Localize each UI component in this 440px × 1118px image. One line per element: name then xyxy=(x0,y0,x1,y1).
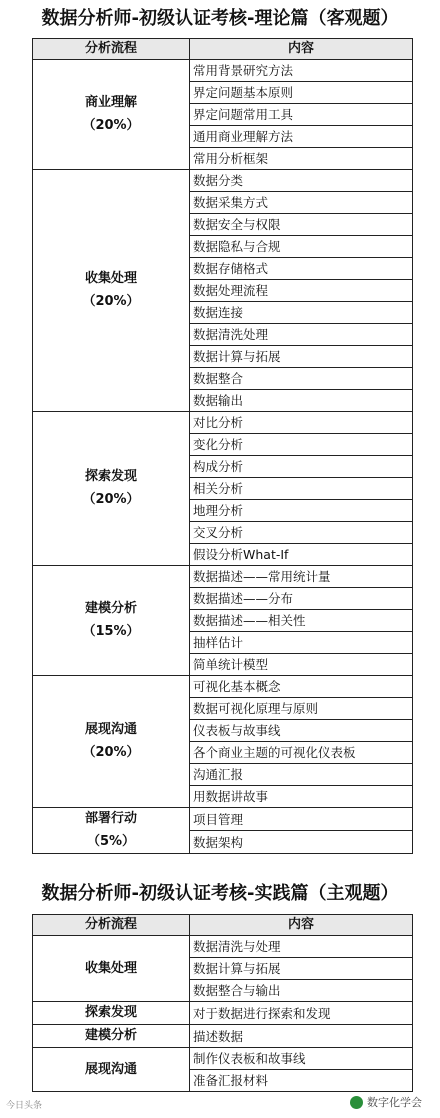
watermark-right-text: 数字化学会 xyxy=(367,1096,422,1109)
table-row xyxy=(33,1002,413,1025)
table-row xyxy=(33,808,413,831)
content-item: 仪表板与故事线 xyxy=(190,720,413,742)
stage-name: 建模分析 xyxy=(84,601,137,616)
content-item: 数据架构 xyxy=(190,831,413,854)
header-content: 内容 xyxy=(190,39,413,60)
content-item: 数据可视化原理与原则 xyxy=(190,698,413,720)
content-item: 项目管理 xyxy=(190,808,413,831)
content-item: 数据隐私与合规 xyxy=(190,236,413,258)
stage-cell xyxy=(33,170,190,412)
content-item: 简单统计模型 xyxy=(190,654,413,676)
stage-cell xyxy=(33,1025,190,1048)
content-item: 可视化基本概念 xyxy=(190,676,413,698)
stage-name: 收集处理 xyxy=(84,960,137,976)
stage-name: 商业理解 xyxy=(84,95,137,110)
stage-cell xyxy=(33,1048,190,1092)
content-item: 数据存储格式 xyxy=(190,258,413,280)
table-row xyxy=(33,936,413,958)
stage-cell xyxy=(33,566,190,676)
content-item: 数据描述——相关性 xyxy=(190,610,413,632)
content-item: 交叉分析 xyxy=(190,522,413,544)
stage-cell xyxy=(33,808,190,854)
content-item: 对于数据进行探索和发现 xyxy=(190,1002,413,1025)
content-item: 各个商业主题的可视化仪表板 xyxy=(190,742,413,764)
table-row xyxy=(33,60,413,82)
stage-name: 展现沟通 xyxy=(84,722,137,737)
content-item: 数据清洗处理 xyxy=(190,324,413,346)
theory-title: 数据分析师-初级认证考核-理论篇（客观题） xyxy=(41,8,399,29)
content-item: 沟通汇报 xyxy=(190,764,413,786)
content-item: 数据描述——分布 xyxy=(190,588,413,610)
watermark-right xyxy=(350,1094,422,1110)
content-item: 相关分析 xyxy=(190,478,413,500)
content-item: 界定问题常用工具 xyxy=(190,104,413,126)
content-item: 数据连接 xyxy=(190,302,413,324)
stage-cell xyxy=(33,676,190,808)
stage-percentage: （20%） xyxy=(82,294,140,309)
header-stage: 分析流程 xyxy=(33,915,190,936)
stage-cell xyxy=(33,1002,190,1025)
practice-title: 数据分析师-初级认证考核-实践篇（主观题） xyxy=(41,883,399,904)
stage-cell xyxy=(33,60,190,170)
stage-name: 部署行动 xyxy=(84,811,137,826)
practice-header-row xyxy=(33,915,413,936)
header-content: 内容 xyxy=(190,915,413,936)
content-item: 用数据讲故事 xyxy=(190,786,413,808)
stage-percentage: （15%） xyxy=(82,624,140,639)
content-item: 数据输出 xyxy=(190,390,413,412)
content-item: 抽样估计 xyxy=(190,632,413,654)
stage-name: 探索发现 xyxy=(84,1005,137,1020)
stage-name: 展现沟通 xyxy=(84,1061,137,1077)
stage-cell xyxy=(33,412,190,566)
table-row xyxy=(33,1025,413,1048)
content-item: 常用背景研究方法 xyxy=(190,60,413,82)
theory-header-row xyxy=(33,39,413,60)
stage-cell xyxy=(33,936,190,1002)
content-item: 变化分析 xyxy=(190,434,413,456)
content-item: 构成分析 xyxy=(190,456,413,478)
content-item: 数据采集方式 xyxy=(190,192,413,214)
stage-percentage: （20%） xyxy=(82,118,140,133)
stage-name: 建模分析 xyxy=(84,1028,137,1043)
content-item: 数据安全与权限 xyxy=(190,214,413,236)
table-row xyxy=(33,170,413,192)
content-item: 描述数据 xyxy=(190,1025,413,1048)
content-item: 数据整合与输出 xyxy=(190,980,413,1002)
stage-percentage: （20%） xyxy=(82,492,140,507)
content-item: 数据计算与拓展 xyxy=(190,346,413,368)
wechat-logo-icon xyxy=(350,1096,363,1109)
stage-name: 探索发现 xyxy=(84,469,137,484)
content-item: 通用商业理解方法 xyxy=(190,126,413,148)
content-item: 对比分析 xyxy=(190,412,413,434)
content-item: 数据处理流程 xyxy=(190,280,413,302)
table-row xyxy=(33,566,413,588)
watermark-left: 今日头条 xyxy=(6,1101,43,1111)
content-item: 数据计算与拓展 xyxy=(190,958,413,980)
stage-name: 收集处理 xyxy=(84,271,137,286)
content-item: 假设分析What-If xyxy=(190,544,413,566)
practice-table xyxy=(32,914,413,1092)
content-item: 准备汇报材料 xyxy=(190,1070,413,1092)
theory-table xyxy=(32,38,413,854)
content-item: 常用分析框架 xyxy=(190,148,413,170)
content-item: 数据描述——常用统计量 xyxy=(190,566,413,588)
content-item: 数据分类 xyxy=(190,170,413,192)
stage-percentage: （20%） xyxy=(82,745,140,760)
table-row xyxy=(33,1048,413,1070)
content-item: 数据整合 xyxy=(190,368,413,390)
header-stage: 分析流程 xyxy=(33,39,190,60)
stage-percentage: （5%） xyxy=(86,834,136,849)
content-item: 地理分析 xyxy=(190,500,413,522)
content-item: 界定问题基本原则 xyxy=(190,82,413,104)
table-row xyxy=(33,412,413,434)
table-row xyxy=(33,676,413,698)
content-item: 制作仪表板和故事线 xyxy=(190,1048,413,1070)
content-item: 数据清洗与处理 xyxy=(190,936,413,958)
